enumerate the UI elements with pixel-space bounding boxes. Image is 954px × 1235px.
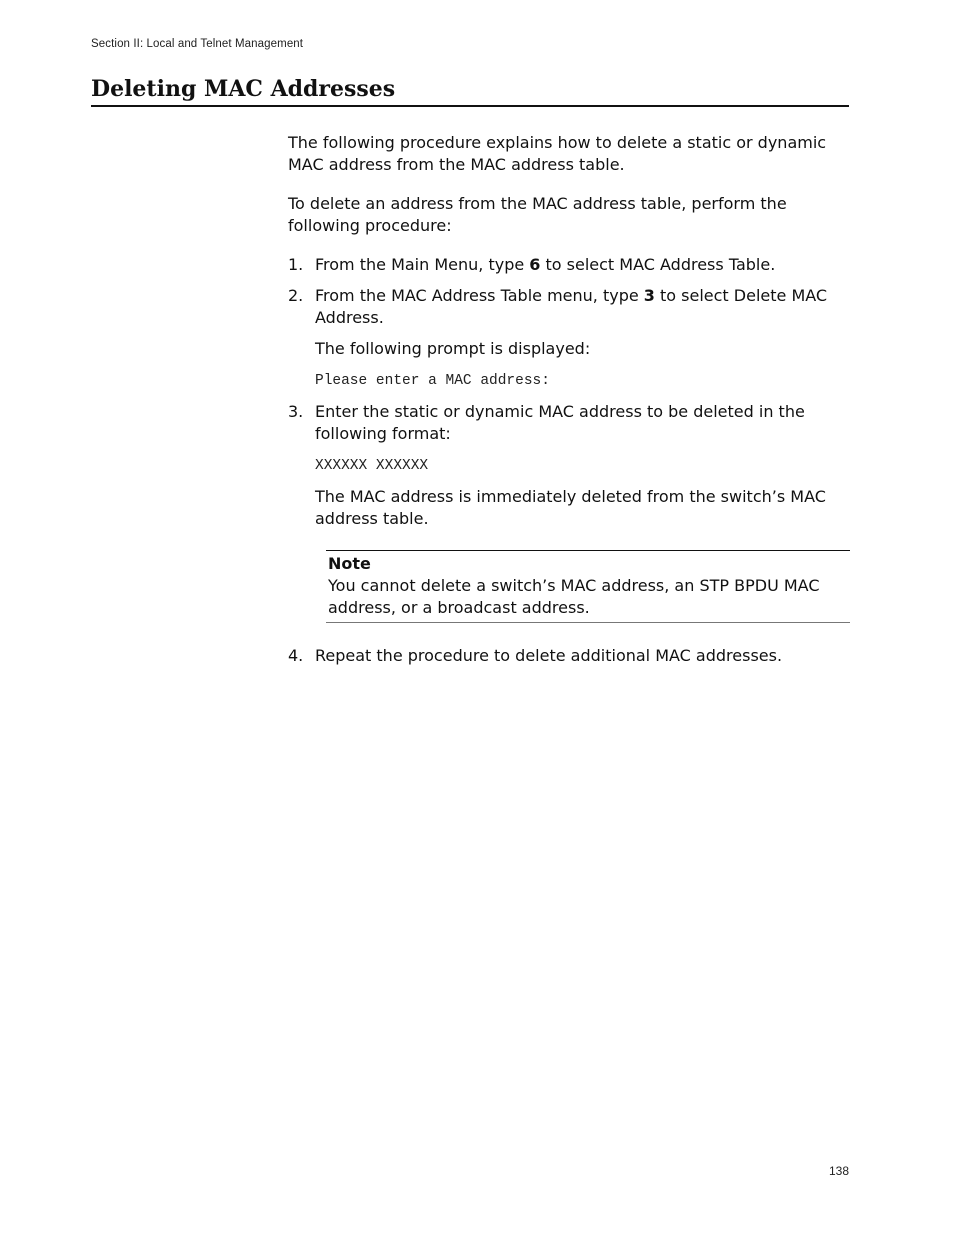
note-label: Note xyxy=(328,554,371,573)
body-content xyxy=(288,132,850,676)
step-followup: The following prompt is displayed: xyxy=(315,339,591,358)
step-text: Repeat the procedure to delete additional MAC addresses. xyxy=(315,646,783,665)
step-4 xyxy=(288,645,850,667)
note-box xyxy=(326,550,850,623)
menu-key: 6 xyxy=(529,255,541,274)
step-body xyxy=(315,254,850,276)
step-number: 3. xyxy=(288,402,304,421)
step-number: 1. xyxy=(288,255,304,274)
step-body xyxy=(315,645,850,667)
page-number: 138 xyxy=(829,1164,850,1178)
step-2 xyxy=(288,285,850,392)
format-code: XXXXXX XXXXXX xyxy=(315,458,429,474)
step-text: From the Main Menu, type 6 to select MAC Address Table. xyxy=(315,255,776,274)
step-1 xyxy=(288,254,850,276)
step-number: 2. xyxy=(288,286,304,305)
step-text: From the MAC Address Table menu, type 3 to select Delete MAC Address. xyxy=(315,286,828,327)
page-title: Deleting MAC Addresses xyxy=(91,76,849,107)
step-body xyxy=(315,401,850,530)
step-body xyxy=(315,285,850,392)
running-header: Section II: Local and Telnet Management xyxy=(91,38,304,50)
intro-paragraph-2: To delete an address from the MAC address table, perform the following procedure: xyxy=(288,194,787,235)
menu-key: 3 xyxy=(643,286,655,305)
note-text: You cannot delete a switch’s MAC address, an STP BPDU MAC address, or a broadcast address. xyxy=(328,576,820,617)
step-3 xyxy=(288,401,850,530)
step-number: 4. xyxy=(288,646,304,665)
step-text: Enter the static or dynamic MAC address to be deleted in the following format: xyxy=(315,402,805,443)
intro-paragraph-1: The following procedure explains how to delete a static or dynamic MAC address from the MAC address table. xyxy=(288,133,827,174)
prompt-code: Please enter a MAC address: xyxy=(315,373,550,389)
step-followup: The MAC address is immediately deleted from the switch’s MAC address table. xyxy=(315,487,826,528)
